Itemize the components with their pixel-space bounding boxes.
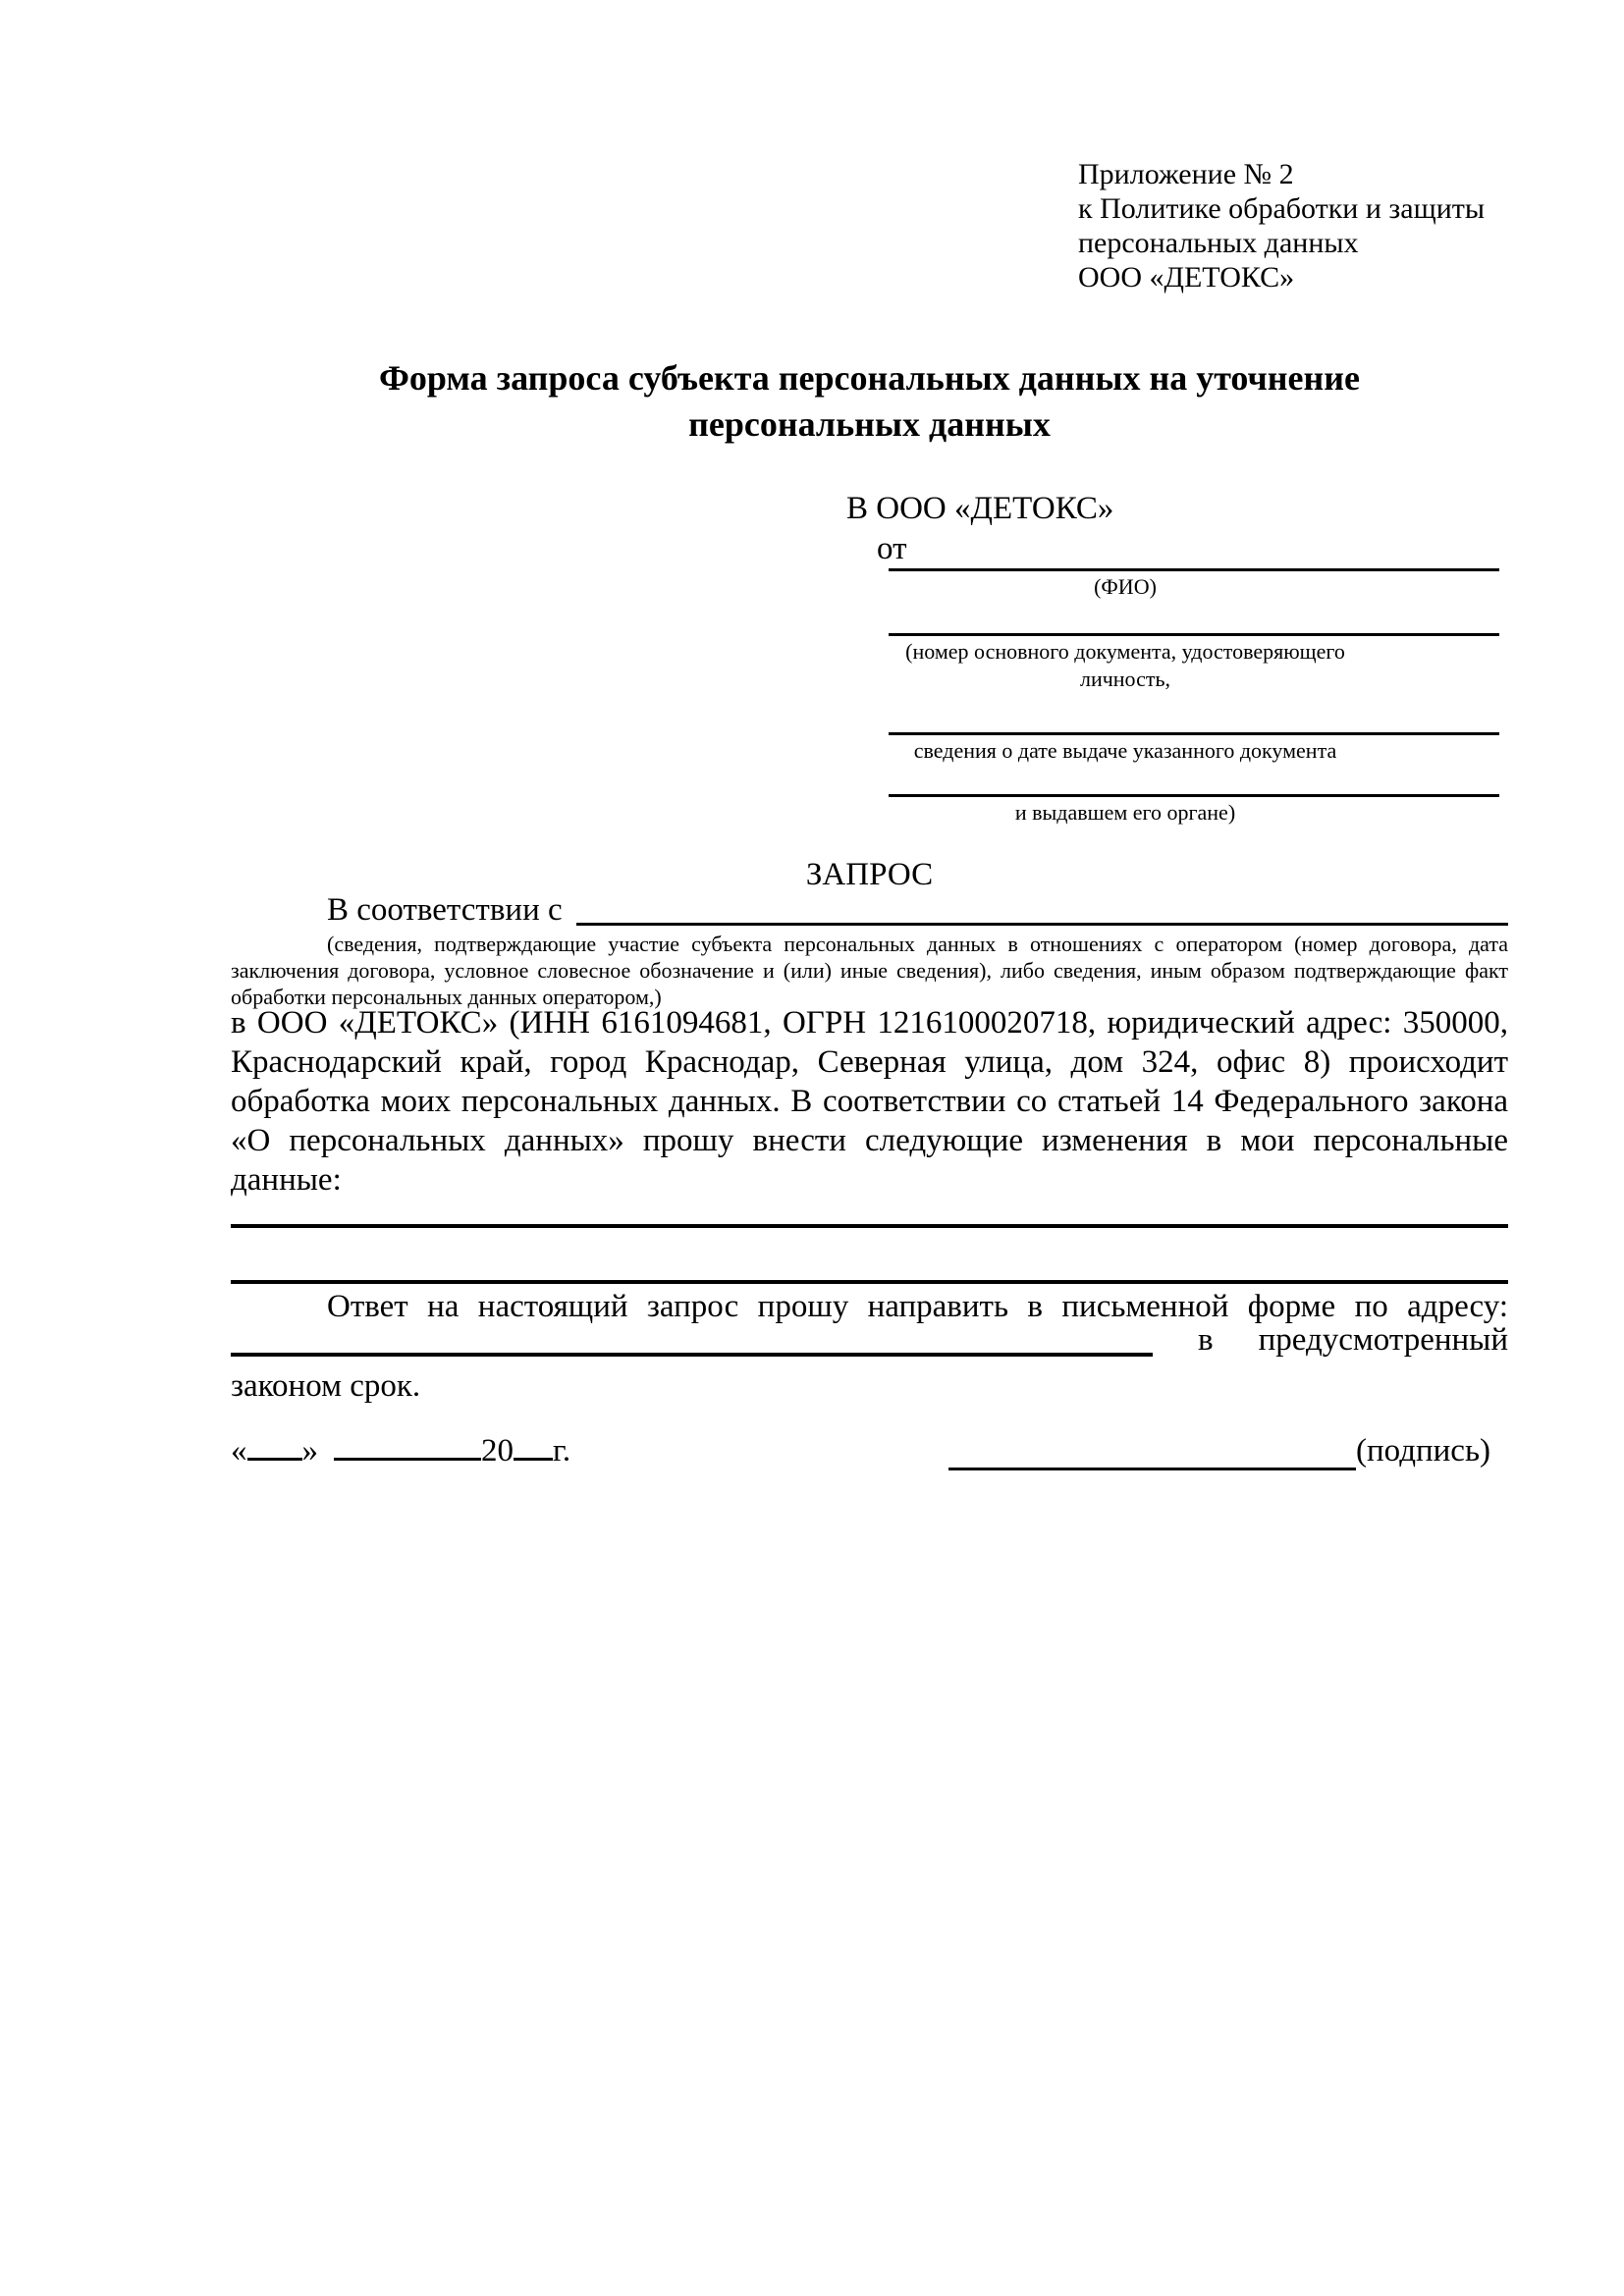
date-close-quote: » — [301, 1433, 318, 1468]
issue-date-caption: сведения о дате выдаче указанного документа — [913, 738, 1337, 763]
issuing-authority-blank-line — [889, 765, 1499, 797]
signature-caption: (подпись) — [1356, 1433, 1490, 1468]
signature-blank-line — [948, 1441, 1356, 1470]
response-closing-line: законом срок. — [231, 1368, 421, 1404]
date-open-quote: « — [231, 1433, 247, 1468]
changes-blank-line-2 — [231, 1280, 1508, 1284]
appendix-line-2: к Политике обработки и защиты — [1078, 192, 1486, 225]
request-body: в ООО «ДЕТОКС» (ИНН 6161094681, ОГРН 1216100020718, юридический адрес: 350000, Краснодарский край, город Краснодар, Северная улица, дом 324, офис 8) происходит обработка моих персональных данных. В соответствии со статьей 14 Федерального закона «О персональных данных» прошу внести следующие изменения в мои персональные данные: — [231, 1005, 1508, 1198]
field-document-number — [889, 601, 1499, 693]
fio-caption: (ФИО) — [1094, 574, 1157, 599]
intro-blank-line — [576, 891, 1508, 926]
appendix-line-1: Приложение № 2 — [1078, 158, 1294, 190]
address-blank-line — [231, 1326, 1153, 1357]
day-blank-line — [247, 1431, 302, 1461]
document-number-blank-line — [889, 601, 1499, 636]
issuing-authority-caption: и выдавшем его органе) — [1014, 800, 1236, 825]
page-title — [231, 355, 1508, 448]
footnote-text: (сведения, подтверждающие участие субъекта персональных данных в отношениях с оператором (номер договора, дата заключения договора, условное словесное обозначение и (или) иные сведения), либо сведения, иным образом подтверждающие факт обработки персональных данных оператором,) — [231, 932, 1508, 1009]
fio-blank-line — [889, 546, 1499, 571]
year-prefix: 20 — [481, 1433, 514, 1468]
appendix-line-3: персональных данных — [1078, 227, 1359, 259]
request-heading: ЗАПРОС — [805, 857, 934, 892]
field-issue-date — [889, 693, 1499, 765]
appendix-line-4: ООО «ДЕТОКС» — [1078, 261, 1295, 294]
document-number-caption: (номер основного документа, удостоверяющего личность, — [905, 639, 1345, 691]
month-blank-line — [334, 1431, 481, 1461]
signature-row — [231, 1431, 1490, 1470]
signature-field — [948, 1431, 1490, 1470]
applicant-fields — [889, 546, 1499, 827]
response-tail-word-1: в — [1198, 1322, 1214, 1358]
appendix-block — [1078, 157, 1530, 294]
issue-date-blank-line — [889, 693, 1499, 735]
year-blank-line — [514, 1431, 553, 1461]
intro-line — [231, 891, 1508, 929]
field-fio — [889, 546, 1499, 601]
response-tail-word-2: предусмотренный — [1258, 1322, 1508, 1358]
date-field — [231, 1431, 570, 1470]
response-address-row — [231, 1322, 1508, 1358]
addressee-organization: В ООО «ДЕТОКС» — [846, 491, 1114, 526]
intro-prefix: В соответствии с — [327, 892, 563, 928]
page-title-text: Форма запроса субъекта персональных данных на уточнение персональных данных — [379, 358, 1360, 444]
field-issuing-authority — [889, 765, 1499, 827]
response-request-line: Ответ на настоящий запрос прошу направить в письменной форме по адресу: — [327, 1289, 1508, 1324]
year-suffix: г. — [553, 1433, 571, 1468]
changes-blank-line-1 — [231, 1224, 1508, 1228]
addressee-from-label: от — [877, 531, 907, 566]
